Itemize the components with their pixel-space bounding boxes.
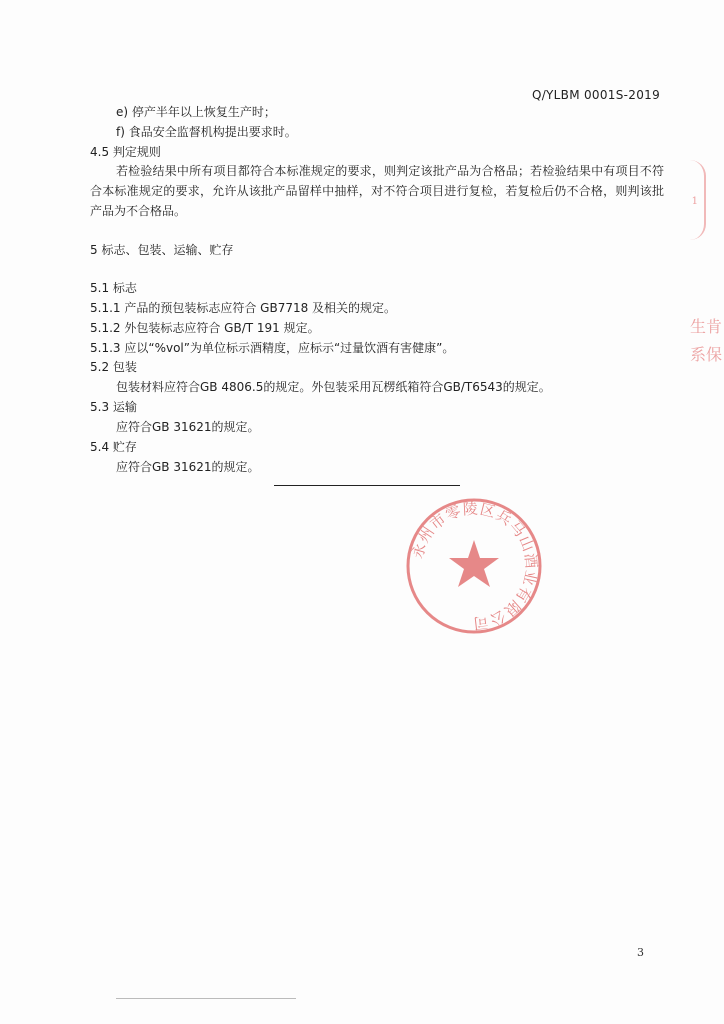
edge-mark-lower-2: 系保 [689,345,722,364]
list-item-f: f) 食品安全监督机构提出要求时。 [116,125,297,139]
bottom-scan-rule [116,998,296,999]
section-5-3-title: 5.3 运输 [90,400,137,414]
section-5-4-text: 应符合GB 31621的规定。 [116,460,260,474]
section-5-1-3: 5.1.3 应以“%vol”为单位标示酒精度，应标示“过量饮酒有害健康”。 [90,341,455,355]
section-5-1-title: 5.1 标志 [90,281,137,295]
edge-mark-upper: 1 [691,196,698,207]
seal-text: 永州市零陵区兵马山酒业有限公司 [408,499,541,633]
company-seal [404,496,544,636]
section-4-5-paragraph: 若检验结果中所有项目都符合本标准规定的要求，则判定该批产品为合格品；若检验结果中有项目不符合本标准规定的要求，允许从该批产品留样中抽样，对不符合项目进行复检，若复检后仍不合格，则判该批产品为不合格品。 [90,164,664,218]
document-code: Q/YLBM 0001S-2019 [531,88,660,102]
section-5-2-title: 5.2 包装 [90,360,137,374]
list-item-e: e) 停产半年以上恢复生产时； [116,105,276,119]
section-5-1-2: 5.1.2 外包装标志应符合 GB/T 191 规定。 [90,321,320,335]
section-5-title: 5 标志、包装、运输、贮存 [90,243,234,257]
edge-mark-lower-1: 生肯 [689,317,722,336]
section-5-4-title: 5.4 贮存 [90,440,137,454]
section-5-2-text: 包装材料应符合GB 4806.5的规定。外包装采用瓦楞纸箱符合GB/T6543的规定。 [116,380,551,394]
seal-star-icon [449,540,499,587]
section-4-5-title: 4.5 判定规则 [90,145,161,159]
section-5-1-1: 5.1.1 产品的预包装标志应符合 GB7718 及相关的规定。 [90,301,397,315]
end-separator-line [274,485,460,486]
section-5-3-text: 应符合GB 31621的规定。 [116,420,260,434]
page-number: 3 [637,946,644,959]
